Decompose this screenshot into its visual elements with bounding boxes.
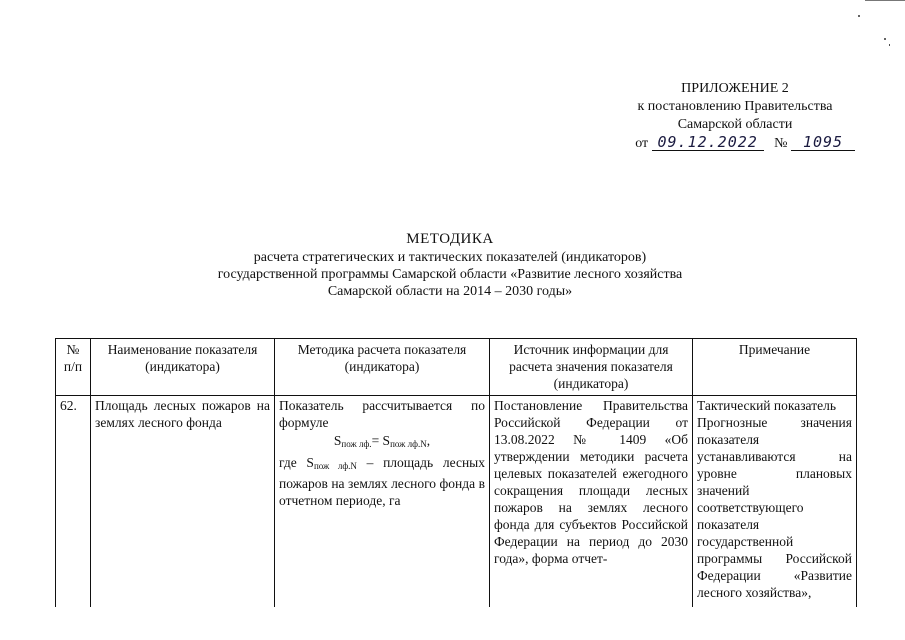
header-note: Примечание [693,339,857,396]
scan-speck [889,44,890,46]
formula-left: S [333,433,342,448]
method-where [279,454,485,509]
formula-eq: = S [371,433,391,448]
where-rest: – площадь лесных пожаров на землях лесного фонда в отчетном периоде, га [279,455,485,508]
note-label: Тактический показатель [697,398,836,413]
appendix-heading: ПРИЛОЖЕНИЕ 2 [681,81,789,96]
from-label: от [635,136,649,151]
header-method: Методика расчета показателя (индикатора) [275,339,490,396]
note-text: Прогнозные значения показателя устанавливаются на уровне плановых значений соответствующего показателя государственной программы Российской Федерации «Развитие лесного хозяйства», [697,415,852,600]
formula [279,432,485,453]
cell-source [490,396,693,608]
header-num: № п/п [56,339,91,396]
header-name: Наименование показателя (индикатора) [91,339,275,396]
document-title-block [100,231,800,300]
where-prefix: где S [279,455,314,470]
formula-left-sub: пож лф. [341,439,372,449]
document-subtitle-1: расчета стратегических и тактических показателей (индикаторов) [253,250,647,265]
source-text: Постановление Правительства Российской Федерации от 13.08.2022 № 1409 «Об утверждении методики расчета целевых показателей ежегодного сокращения площади лесных пожаров на землях лесного фонда для субъектов Российской Федерации на период до 2030 года», форма отчет- [494,398,688,566]
formula-end: , [426,433,431,448]
indicator-name: Площадь лесных пожаров на землях лесного фонда [95,398,270,430]
document-title: МЕТОДИКА [406,231,494,247]
table-header-row [56,339,857,396]
handwritten-number: 1095 [791,134,855,151]
method-intro: Показатель рассчитывается по формуле [279,398,485,430]
number-label: № [774,136,788,151]
appendix-line-2: Самарской области [677,117,793,132]
handwritten-date: 09.12.2022 [652,134,764,151]
indicator-table [55,338,857,607]
appendix-block [615,80,855,153]
scan-speck [858,15,860,17]
header-source: Источник информации для расчета значения показателя (индикатора) [490,339,693,396]
cell-name [91,396,275,608]
cell-note [693,396,857,608]
row-number: 62. [60,398,77,413]
decree-date-number [615,134,855,153]
scan-speck [884,38,886,40]
table-row [56,396,857,608]
cell-num [56,396,91,608]
where-sub: пож лф.N [313,461,357,471]
document-subtitle-2: государственной программы Самарской области «Развитие лесного хозяйства [217,267,683,282]
appendix-line-1: к постановлению Правительства [637,99,833,114]
scan-edge-line [865,0,905,1]
document-subtitle-3: Самарской области на 2014 – 2030 годы» [327,284,573,299]
cell-method [275,396,490,608]
formula-right-sub: пож лф.N [390,439,427,449]
